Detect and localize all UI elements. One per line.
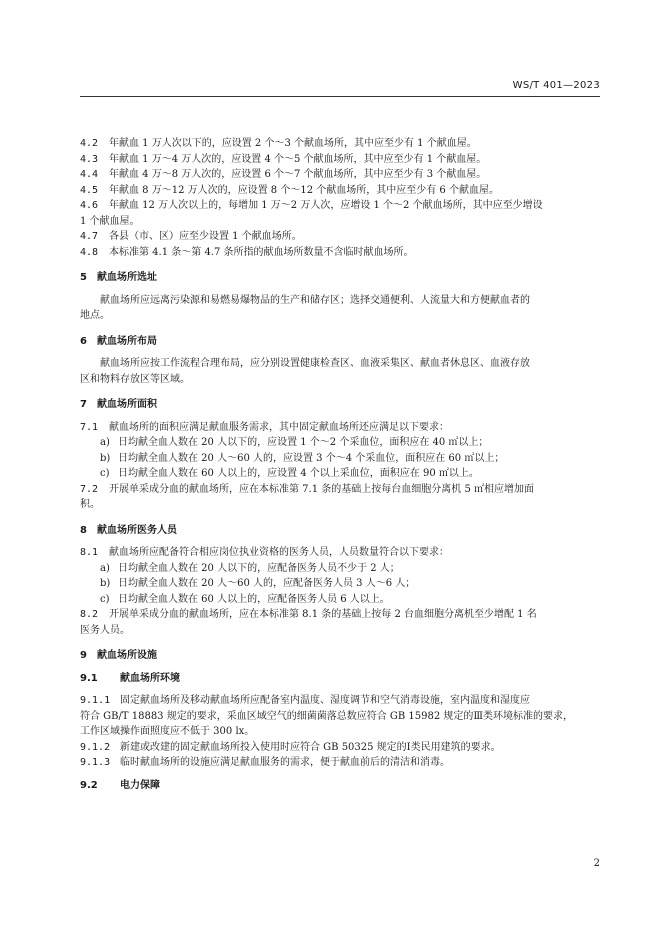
list-item-8-a: a) 日均献全血人数在 20 人以下的，应配备医务人员不少于 2 人；: [100, 562, 400, 574]
section-5-heading: 5 献血场所选址: [80, 272, 157, 283]
clause-9-1-1-line-3: 工作区域操作面照度应不低于 300 lx。: [80, 726, 255, 737]
clause-8-2-continuation: 医务人员。: [80, 624, 130, 636]
clause-4-3: 4.3 年献血 1 万～4 万人次的，应设置 4 个～5 个献血场所，其中应至少有 1 个献血屋。: [80, 153, 487, 165]
clause-4-2: 4.2 年献血 1 万人次以下的，应设置 2 个～3 个献血场所，其中应至少有 1 个献血屋。: [80, 138, 477, 149]
clause-9-1-1: 9.1.1 固定献血场所及移动献血场所应配备室内温度、湿度调节和空气消毒设施，室内温度和湿度应: [80, 695, 530, 706]
clause-4-4: 4.4 年献血 4 万～8 万人次的，应设置 6 个～7 个献血场所，其中应至少有 3 个献血屋。: [80, 169, 487, 180]
section-7-heading: 7 献血场所面积: [80, 399, 157, 410]
clause-4-7: 4.7 各县（市、区）应至少设置 1 个献血场所。: [80, 231, 302, 242]
clause-9-1-2: 9.1.2 新建或改建的固定献血场所投入使用时应符合 GB 50325 规定的Ⅰ类民用建筑的要求。: [80, 741, 501, 753]
page-number: 2: [593, 858, 600, 869]
section-9-1-heading: 9.1 献血场所环境: [80, 672, 180, 684]
clause-4-6-continuation: 1 个献血屋。: [80, 215, 140, 227]
clause-4-6: 4.6 年献血 12 万人次以上的，每增加 1 万～2 万人次，应增设 1 个～2 个献血场所，其中应至少增设: [80, 200, 543, 211]
clause-8-2: 8.2 开展单采成分血的献血场所，应在本标准第 8.1 条的基础上按每 2 台血细胞分离机至少增配 1 名: [80, 609, 537, 620]
header-rule: [80, 96, 600, 97]
clause-7-2-continuation: 积。: [80, 499, 100, 510]
document-body: [80, 136, 600, 793]
clause-9-1-3: 9.1.3 临时献血场所的设施应满足献血服务的需求，便于献血前后的清洁和消毒。: [80, 757, 450, 768]
clause-4-8: 4.8 本标准第 4.1 条～第 4.7 条所指的献血场所数量不含临时献血场所。: [80, 246, 414, 258]
section-5-para-line-2: 地点。: [80, 310, 110, 321]
section-5-para-line-1: 献血场所应远离污染源和易燃易爆物品的生产和储存区；选择交通便利、人流量大和方便献血者的: [100, 294, 530, 306]
list-item-8-c: c) 日均献全血人数在 60 人以上的，应配备医务人员 6 人以上。: [100, 593, 390, 605]
section-6-para-line-1: 献血场所应按工作流程合理布局，应分别设置健康检查区、血液采集区、献血者休息区、血液存放: [100, 358, 530, 369]
clause-7-1: 7.1 献血场所的面积应满足献血服务需求，其中固定献血场所还应满足以下要求：: [80, 421, 449, 433]
clause-7-2: 7.2 开展单采成分血的献血场所，应在本标准第 7.1 条的基础上按每台血细胞分离机 5 ㎡相应增加面: [80, 483, 534, 495]
section-9-2-heading: 9.2 电力保障: [80, 779, 160, 791]
standard-code: WS/T 401—2023: [512, 80, 600, 91]
section-9-heading: 9 献血场所设施: [80, 650, 157, 661]
clause-4-5: 4.5 年献血 8 万～12 万人次的，应设置 8 个～12 个献血场所，其中应至少有 6 个献血屋。: [80, 184, 499, 196]
list-item-7-a: a) 日均献全血人数在 20 人以下的，应设置 1 个～2 个采血位，面积应在 40 ㎡以上；: [100, 437, 489, 448]
list-item-7-b: b) 日均献全血人数在 20 人～60 人的，应设置 3 个～4 个采血位，面积应在 60 ㎡以上；: [100, 452, 505, 464]
list-item-7-c: c) 日均献全血人数在 60 人以上的，应设置 4 个以上采血位，面积应在 90 ㎡以上。: [100, 468, 479, 479]
clause-9-1-1-line-2: 符合 GB/T 18883 规定的要求，采血区域空气的细菌菌落总数应符合 GB 15982 规定的Ⅲ类环境标准的要求，: [80, 710, 574, 722]
section-6-heading: 6 献血场所布局: [80, 335, 157, 347]
list-item-8-b: b) 日均献全血人数在 20 人～60 人的，应配备医务人员 3 人～6 人；: [100, 578, 416, 589]
clause-8-1: 8.1 献血场所应配备符合相应岗位执业资格的医务人员，人员数量符合以下要求：: [80, 547, 449, 558]
section-8-heading: 8 献血场所医务人员: [80, 524, 177, 536]
section-6-para-line-2: 区和物料存放区等区域。: [80, 373, 190, 385]
